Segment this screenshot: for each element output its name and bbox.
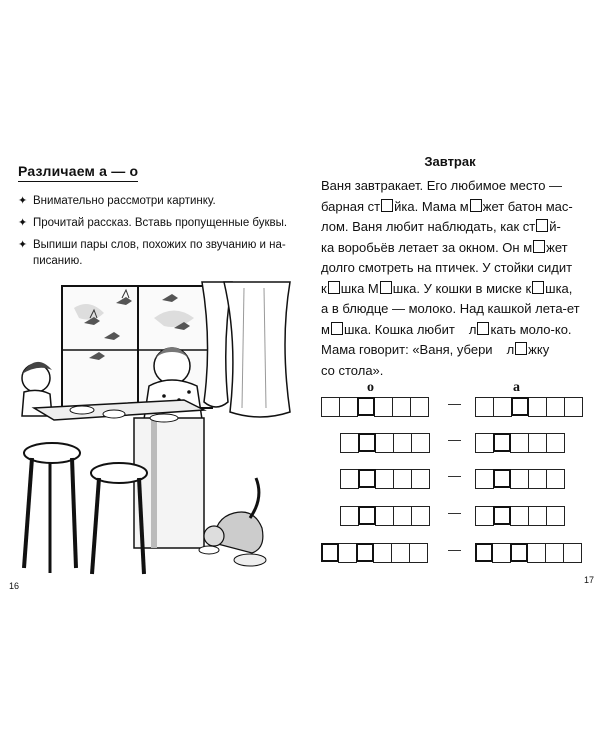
column-label-o: о: [367, 380, 374, 395]
dash: —: [448, 396, 461, 411]
letter-cell[interactable]: [410, 397, 429, 417]
dash: —: [448, 542, 461, 557]
word-grid-a: [476, 433, 565, 453]
instruction-item: [18, 193, 288, 209]
letter-cell[interactable]: [510, 469, 529, 489]
letter-cell-highlighted[interactable]: [358, 433, 376, 452]
story-line: со стола».: [321, 362, 384, 378]
word-grid-o: [341, 433, 430, 453]
dash: —: [448, 468, 461, 483]
missing-letter-box[interactable]: [328, 281, 340, 294]
story-text: [321, 176, 591, 381]
letter-cell[interactable]: [546, 506, 565, 526]
letter-cell[interactable]: [528, 469, 547, 489]
letter-cell[interactable]: [527, 543, 546, 563]
missing-letter-box[interactable]: [536, 219, 548, 232]
letter-cell[interactable]: [528, 397, 547, 417]
letter-cell[interactable]: [393, 506, 412, 526]
letter-cell[interactable]: [392, 397, 411, 417]
missing-letter-box[interactable]: [470, 199, 482, 212]
instruction-text: Внимательно рассмотри картинку.: [33, 195, 216, 207]
letter-cell-highlighted[interactable]: [511, 397, 529, 416]
letter-cell-highlighted[interactable]: [358, 506, 376, 525]
story-line: Мама говорит: «Ваня, убери л жку: [321, 342, 550, 357]
letter-cell[interactable]: [510, 506, 529, 526]
letter-cell-highlighted[interactable]: [356, 543, 374, 562]
letter-cell[interactable]: [340, 506, 359, 526]
letter-cell[interactable]: [374, 397, 393, 417]
letter-cell[interactable]: [475, 469, 494, 489]
letter-cell[interactable]: [393, 433, 412, 453]
letter-cell[interactable]: [493, 397, 512, 417]
word-grid-a: [476, 506, 565, 526]
kitchen-illustration: [14, 278, 296, 578]
letter-cell[interactable]: [510, 433, 529, 453]
letter-cell[interactable]: [528, 433, 547, 453]
word-grid-a: [476, 397, 583, 417]
page-number: 16: [9, 581, 20, 591]
letter-cell-highlighted[interactable]: [493, 433, 511, 452]
instruction-text: Выпиши пары слов, похожих по звучанию и на-писанию.: [33, 239, 286, 267]
letter-cell[interactable]: [373, 543, 392, 563]
letter-cell[interactable]: [409, 543, 428, 563]
letter-cell[interactable]: [339, 397, 358, 417]
word-grid-a: [476, 469, 565, 489]
letter-cell[interactable]: [375, 506, 394, 526]
story-line: долго смотреть на птичек. У стойки сидит: [321, 260, 573, 275]
letter-cell[interactable]: [411, 433, 430, 453]
story-line: а в блюдце — молоко. Над кашкой лета-ет: [321, 301, 580, 316]
letter-cell-highlighted[interactable]: [321, 543, 339, 562]
letter-cell[interactable]: [340, 469, 359, 489]
story-line: барная ст йка. Мама м жет батон мас-: [321, 198, 573, 214]
letter-cell[interactable]: [393, 469, 412, 489]
letter-cell-highlighted[interactable]: [475, 543, 493, 562]
dash: —: [448, 505, 461, 520]
letter-cell-highlighted[interactable]: [493, 506, 511, 525]
letter-cell[interactable]: [340, 433, 359, 453]
star-bullet-icon: ✦: [18, 239, 28, 251]
star-bullet-icon: ✦: [18, 217, 28, 229]
letter-cell[interactable]: [546, 397, 565, 417]
letter-cell[interactable]: [375, 469, 394, 489]
letter-cell[interactable]: [321, 397, 340, 417]
letter-cell[interactable]: [475, 506, 494, 526]
story-line: лом. Ваня любит наблюдать, как ст й-: [321, 219, 561, 234]
letter-cell[interactable]: [375, 433, 394, 453]
instructions-list: [18, 193, 288, 275]
letter-cell-highlighted[interactable]: [510, 543, 528, 562]
instruction-text: Прочитай рассказ. Вставь пропущенные буквы.: [33, 217, 288, 229]
story-line: ка воробьёв летает за окном. Он м жет: [321, 239, 568, 255]
letter-cell[interactable]: [546, 433, 565, 453]
letter-cell-highlighted[interactable]: [493, 469, 511, 488]
instruction-item: [18, 215, 288, 231]
story-title: Завтрак: [424, 154, 476, 169]
story-line: к шка М шка. У кошки в миске к шка,: [321, 280, 573, 296]
letter-cell[interactable]: [475, 433, 494, 453]
story-line: м шка. Кошка любит л кать моло-ко.: [321, 321, 572, 337]
column-label-a: а: [513, 380, 520, 395]
letter-cell[interactable]: [492, 543, 511, 563]
star-bullet-icon: ✦: [18, 195, 28, 207]
missing-letter-box[interactable]: [380, 281, 392, 294]
letter-cell[interactable]: [338, 543, 357, 563]
missing-letter-box[interactable]: [331, 322, 343, 335]
missing-letter-box[interactable]: [477, 322, 489, 335]
letter-cell[interactable]: [545, 543, 564, 563]
word-grid-o: [341, 469, 430, 489]
page-number: 17: [584, 575, 595, 585]
section-title: Различаем а — о: [18, 163, 138, 182]
letter-cell[interactable]: [563, 543, 582, 563]
missing-letter-box[interactable]: [381, 199, 393, 212]
letter-cell-highlighted[interactable]: [357, 397, 375, 416]
story-line: Ваня завтракает. Его любимое место —: [321, 178, 563, 193]
missing-letter-box[interactable]: [533, 240, 545, 253]
letter-cell[interactable]: [546, 469, 565, 489]
word-grid-o: [322, 543, 428, 563]
letter-cell[interactable]: [411, 469, 430, 489]
letter-cell[interactable]: [528, 506, 547, 526]
instruction-item: [18, 237, 288, 269]
word-grid-o: [341, 506, 430, 526]
letter-cell[interactable]: [391, 543, 410, 563]
missing-letter-box[interactable]: [532, 281, 544, 294]
letter-cell-highlighted[interactable]: [358, 469, 376, 488]
dash: —: [448, 432, 461, 447]
word-grid-a: [476, 543, 582, 563]
letter-cell[interactable]: [475, 397, 494, 417]
missing-letter-box[interactable]: [515, 342, 527, 355]
word-grid-o: [322, 397, 429, 417]
letter-cell[interactable]: [411, 506, 430, 526]
letter-cell[interactable]: [564, 397, 583, 417]
